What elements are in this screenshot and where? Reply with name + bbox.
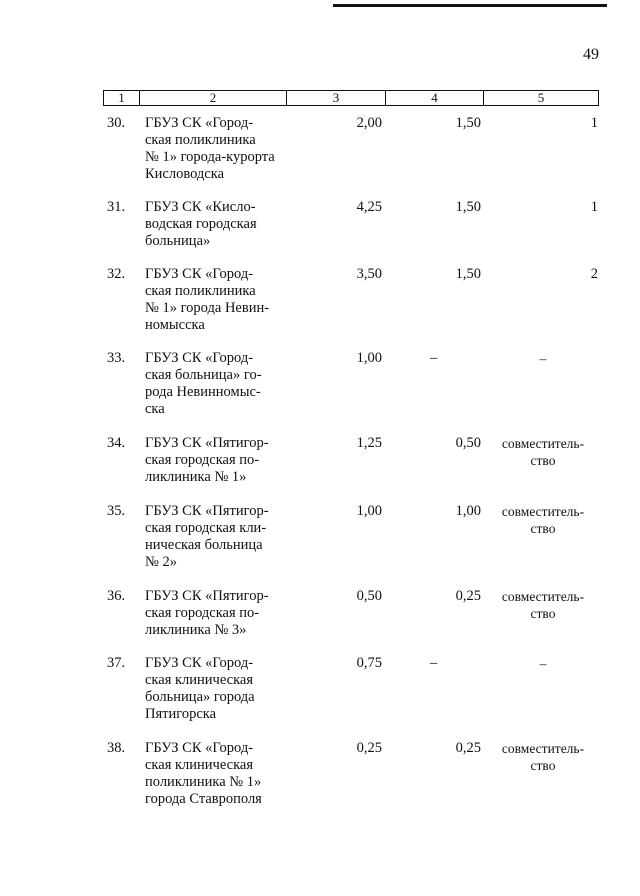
col-3-value: 1,00 bbox=[356, 350, 382, 366]
header-col-2: 2 bbox=[140, 91, 287, 105]
col-4-value: 1,50 bbox=[455, 199, 481, 215]
col-3-value: 1,25 bbox=[356, 435, 382, 451]
col-5-value: 1 bbox=[590, 115, 598, 131]
col-4-value: 1,50 bbox=[455, 115, 481, 131]
header-col-3: 3 bbox=[287, 91, 386, 105]
col-5-value: совместитель- ство bbox=[501, 436, 585, 468]
row-number: 35. bbox=[107, 503, 126, 519]
row-number: 37. bbox=[107, 655, 126, 671]
col-5-value: 2 bbox=[590, 266, 598, 282]
col-3-value: 1,00 bbox=[356, 503, 382, 519]
row-number: 36. bbox=[107, 588, 126, 604]
col-3-value: 0,75 bbox=[356, 655, 382, 671]
row-number: 32. bbox=[107, 266, 126, 282]
row-number: 38. bbox=[107, 740, 126, 756]
col-4-value: 1,50 bbox=[455, 266, 481, 282]
institution-name: ГБУЗ СК «Пятигор- ская городская по- ликлиника № 3» bbox=[145, 588, 269, 638]
col-4-value: – bbox=[430, 350, 438, 366]
col-4-value: 0,50 bbox=[455, 435, 481, 451]
page-number: 49 bbox=[583, 46, 599, 63]
institution-name: ГБУЗ СК «Пятигор- ская городская по- ликлиника № 1» bbox=[145, 435, 269, 485]
col-5-value: совместитель- ство bbox=[501, 589, 585, 621]
col-3-value: 0,50 bbox=[356, 588, 382, 604]
institution-name: ГБУЗ СК «Город- ская поликлиника № 1» города Невин- номысска bbox=[145, 266, 270, 333]
header-col-4: 4 bbox=[386, 91, 484, 105]
header-col-5: 5 bbox=[537, 90, 545, 105]
institution-name: ГБУЗ СК «Город- ская больница» го- рода Невинномыс- ска bbox=[145, 350, 262, 417]
institution-name: ГБУЗ СК «Город- ская клиническая поликлиника № 1» города Ставрополя bbox=[145, 740, 262, 807]
row-number: 34. bbox=[107, 435, 126, 451]
row-number: 31. bbox=[107, 199, 126, 215]
col-4-value: 0,25 bbox=[455, 740, 481, 756]
col-5-value: совместитель- ство bbox=[501, 741, 585, 773]
col-3-value: 2,00 bbox=[356, 115, 382, 131]
col-5-value: – bbox=[539, 351, 547, 366]
col-4-value: – bbox=[430, 655, 438, 671]
col-4-value: 0,25 bbox=[455, 588, 481, 604]
col-5-value: – bbox=[539, 656, 547, 671]
col-3-value: 3,50 bbox=[356, 266, 382, 282]
col-5-value: 1 bbox=[590, 199, 598, 215]
col-3-value: 0,25 bbox=[356, 740, 382, 756]
institution-name: ГБУЗ СК «Кисло- водская городская больница» bbox=[145, 199, 257, 249]
institution-name: ГБУЗ СК «Город- ская поликлиника № 1» города-курорта Кисловодска bbox=[145, 115, 275, 182]
institution-name: ГБУЗ СК «Город- ская клиническая больница» города Пятигорска bbox=[145, 655, 255, 722]
col-3-value: 4,25 bbox=[356, 199, 382, 215]
col-4-value: 1,00 bbox=[455, 503, 481, 519]
row-number: 33. bbox=[107, 350, 126, 366]
col-5-value: совместитель- ство bbox=[501, 504, 585, 536]
institution-name: ГБУЗ СК «Пятигор- ская городская кли- ническая больница № 2» bbox=[145, 503, 269, 570]
header-col-1: 1 bbox=[104, 91, 140, 105]
row-number: 30. bbox=[107, 115, 126, 131]
